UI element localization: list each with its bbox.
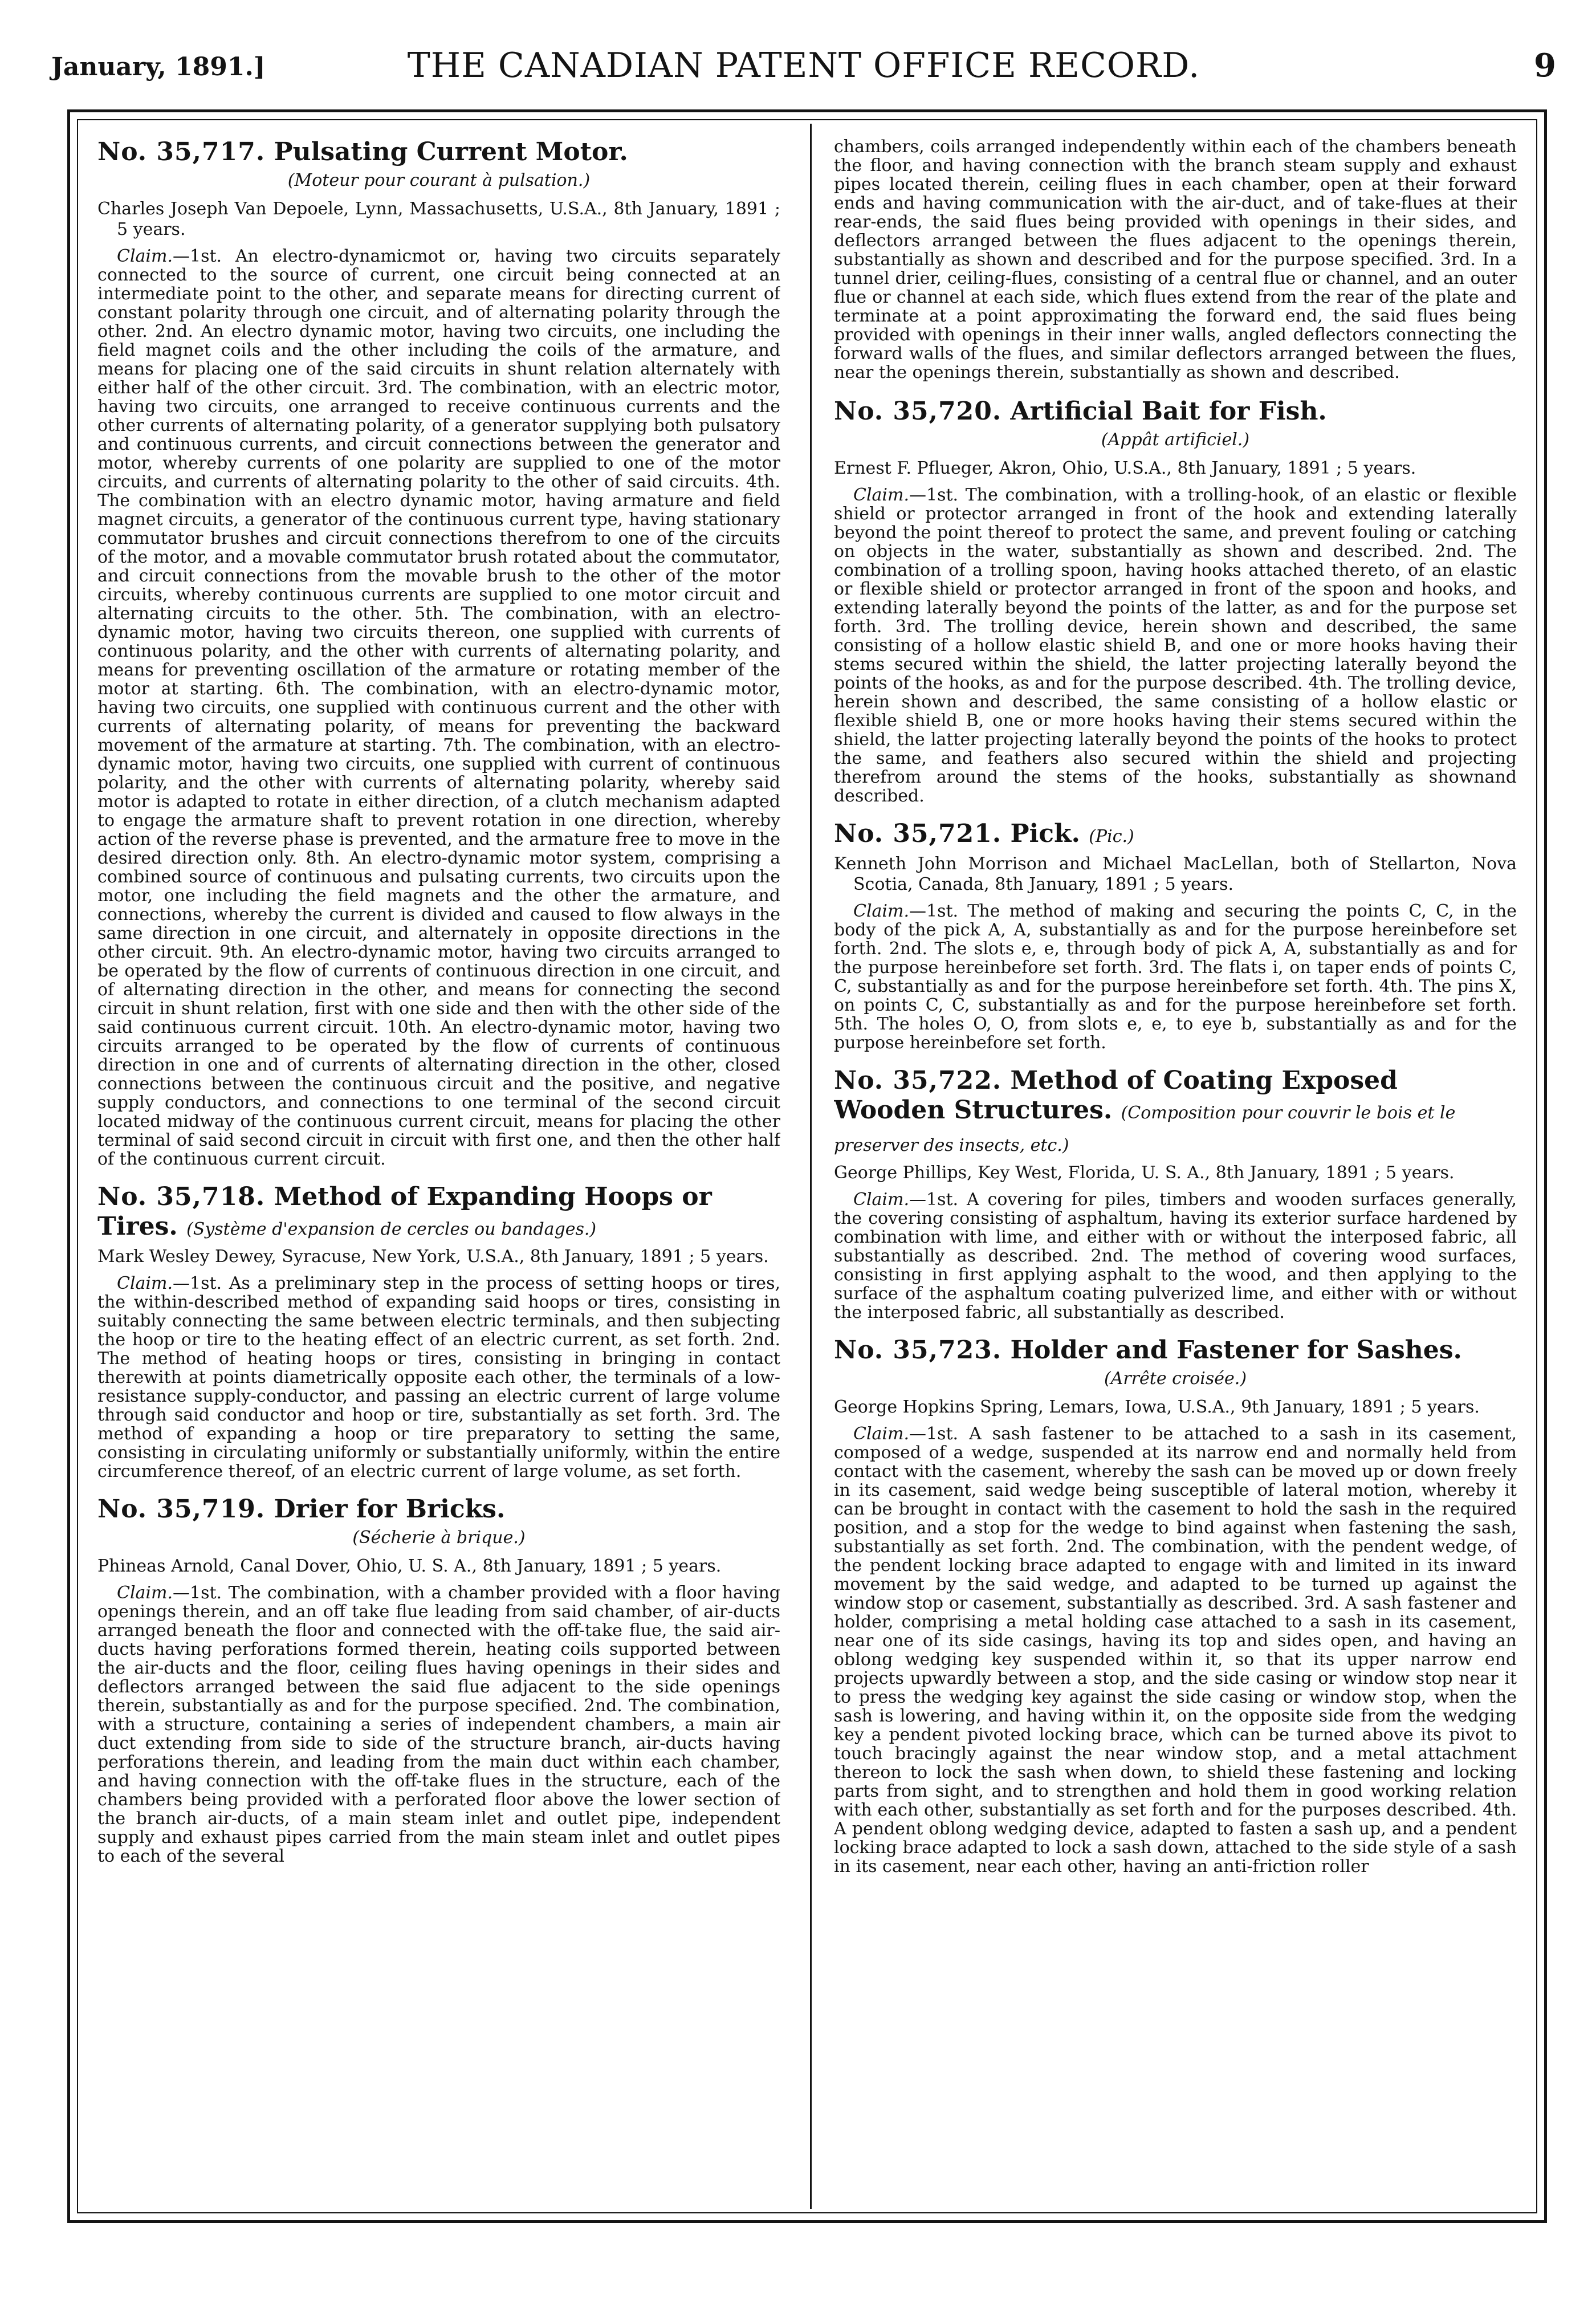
patent-entry (834, 397, 1517, 805)
patent-number: No. 35,723. (834, 1336, 1002, 1365)
right-column (834, 137, 1517, 2197)
patent-entry (834, 1066, 1517, 1322)
page-header (51, 40, 1556, 97)
claim-body: —1st. A covering for piles, timbers and wooden surfaces generally, the covering consisting of asphaltum, having its exterior surface hardened by combination with lime, and either with or without the interposed fabric, all substantially as described. 2nd. The method of covering wood surfaces, consisting in first applying asphalt to the wood, and then applying to the surface of the asphaltum coating pulverized lime, and either with or without the interposed fabric, all substantially as described. (834, 1190, 1517, 1322)
patent-entry (834, 819, 1517, 1052)
french-title: (Appât artificiel.) (1101, 430, 1250, 450)
patent-number: No. 35,721. (834, 819, 1002, 848)
issue-date: January, 1891.] (51, 52, 266, 82)
claim-body: —1st. An electro-dynamicmot or, having two circuits separately connected to the source of current, one circuit being connected at an intermediate point to the other, and separate means for directing current of constant polarity through one circuit, and of alternating polarity through the other. 2nd. An electro dynamic motor, having two circuits, one including the field magnet coils and the other including the coils of the armature, and means for placing one of the said circuits in shunt relation alternately with either half of the other circuit. 3rd. The combination, with an electric motor, having two circuits, one arranged to receive continuous currents and the other currents of alternating polarity, of a generator supplying both pulsatory and continuous currents, and circuit connections between the generator and motor, whereby currents of one polarity are supplied to one of the motor circuits, and currents of alternating polarity to the other of said circuits. 4th. The combination with an electro dynamic motor, having armature and field magnet circuits, a generator of the continuous current type, having stationary commutator brushes and circuit connections therefrom to one of the circuits of the motor, and a movable commutator brush rotated about the commutator, and circuit connections from the movable brush to the other of the motor circuits, whereby continuous currents are supplied to one motor circuit and alternating circuits to the other. 5th. The combination, with an electro-dynamic motor, having two circuits thereon, one supplied with currents of continuous polarity, and the other with currents of alternating polarity, and means for preventing oscillation of the armature or rotating member of the motor at starting. 6th. The combination, with an electro-dynamic motor, having two circuits, one supplied with continuous current and the other with currents of alternating polarity, of means for preventing the backward movement of the armature at starting. 7th. The combination, with an electro-dynamic motor, having two circuits, one supplied with current of continuous polarity, and the other with currents of alternating polarity, whereby said motor is adapted to rotate in either direction, of a clutch mechanism adapted to engage the armature shaft to prevent rotation in one direction, whereby action of the reverse phase is prevented, and the armature free to move in the desired direction only. 8th. An electro-dynamic motor system, comprising a combined source of continuous and pulsating currents, two circuits upon the motor, one including the field magnets and the other the armature, and connections, whereby the current is divided and caused to flow always in the same direction in one circuit, and alternately in opposite directions in the other circuit. 9th. An electro-dynamic motor, having two circuits arranged to be operated by the flow of currents of continuous direction in one circuit, and of alternating direction in the other, and means for connecting the second circuit in shunt relation, first with one side and then with the other side of the said continuous current circuit. 10th. An electro-dynamic motor, having two circuits arranged to be operated by the flow of currents of continuous direction in one and of currents of alternating direction in the other, closed connections between the continuous circuit and the positive, and negative supply conductors, and connections to one terminal of the second circuit located midway of the continuous current circuit, means for placing the other terminal of said second circuit in circuit with first one, and then the other half of the continuous current circuit. (97, 246, 780, 1169)
entry-heading (834, 1336, 1517, 1365)
claim-label: Claim. (117, 246, 173, 266)
patent-title: Artificial Bait for Fish. (1010, 397, 1327, 426)
claim-text (97, 1584, 780, 1866)
patent-title: Pick. (1010, 819, 1080, 848)
patent-title: Pulsating Current Motor. (274, 137, 628, 166)
inventor-line: Kenneth John Morrison and Michael MacLellan, both of Stellarton, Nova Scotia, Canada, 8th January, 1891 ; 5 years. (834, 854, 1517, 894)
page-number: 9 (1534, 47, 1556, 84)
entry-heading (834, 1066, 1517, 1161)
claim-text (97, 1274, 780, 1481)
entry-heading (97, 1182, 780, 1244)
claim-label: Claim. (117, 1273, 173, 1293)
entry-heading (834, 819, 1517, 852)
inventor-line: Phineas Arnold, Canal Dover, Ohio, U. S. A., 8th January, 1891 ; 5 years. (97, 1556, 722, 1576)
claim-text (834, 1190, 1517, 1322)
patent-title: Method of Coating Exposed Wooden Structures. (834, 1066, 1398, 1125)
claim-label: Claim. (853, 901, 910, 921)
claim-label: Claim. (853, 1424, 910, 1444)
inventor-line: Ernest F. Pflueger, Akron, Ohio, U.S.A., 8th January, 1891 ; 5 years. (834, 458, 1416, 478)
claim-label: Claim. (117, 1583, 173, 1603)
french-title: (Composition pour couvrir le bois et le preserver des insects, etc.) (834, 1103, 1456, 1155)
claim-body: —1st. The combination, with a trolling-hook, of an elastic or flexible shield or protector arranged in front of the hook and extending laterally beyond the point thereof to protect the same, and prevent fouling or catching on objects in the water, substantially as shown and described. 2nd. The combination of a trolling spoon, having hooks attached thereto, of an elastic or flexible shield or protector arranged in front of the spoon and hooks, and extending laterally beyond the points of the latter, as and for the purpose set forth. 3rd. The trolling device, herein shown and described, the same consisting of a hollow elastic shield B, and one or more hooks having their stems secured within the shield, the latter projecting laterally beyond the points of the hooks, as and for the purpose described. 4th. The trolling device, herein shown and described, the same consisting of a hollow elastic or flexible shield B, one or more hooks having their stems secured within the shield, the latter projecting laterally beyond the points of the hooks to protect the same, and feathers also secured within the shield and projecting therefrom around the stems of the hooks, substantially as shownand described. (834, 485, 1517, 806)
claim-text (834, 1424, 1517, 1876)
column-divider (810, 124, 812, 2209)
inventor-line: George Hopkins Spring, Lemars, Iowa, U.S.A., 9th January, 1891 ; 5 years. (834, 1397, 1480, 1417)
french-title: (Arrête croisée.) (1104, 1369, 1247, 1389)
inventor-line: Mark Wesley Dewey, Syracuse, New York, U.S.A., 8th January, 1891 ; 5 years. (97, 1247, 769, 1267)
page-frame (67, 109, 1547, 2223)
patent-number: No. 35,720. (834, 397, 1002, 426)
publication-title: THE CANADIAN PATENT OFFICE RECORD. (407, 46, 1200, 86)
inventor-line: George Phillips, Key West, Florida, U. S. A., 8th January, 1891 ; 5 years. (834, 1163, 1455, 1183)
claim-label: Claim. (853, 485, 910, 505)
french-title: (Sécherie à brique.) (352, 1528, 526, 1548)
french-title: (Pic.) (1089, 827, 1134, 846)
entry-heading (97, 1495, 780, 1524)
patent-number: No. 35,717. (97, 137, 266, 166)
french-title: (Système d'expansion de cercles ou bandages.) (186, 1219, 597, 1239)
patent-number: No. 35,719. (97, 1495, 266, 1524)
claim-text (834, 902, 1517, 1052)
patent-entry (834, 1336, 1517, 1876)
patent-number: No. 35,722. (834, 1066, 1002, 1095)
left-column (97, 137, 780, 2197)
patent-title: Method of Expanding Hoops or Tires. (97, 1182, 712, 1241)
claim-text (834, 486, 1517, 805)
claim-body: —1st. A sash fastener to be attached to a sash in its casement, composed of a wedge, suspended at its narrow end and normally held from contact with the casement, whereby the sash can be moved up or down freely in its casement, said wedge being susceptible of lateral motion, whereby it can be brought in contact with the casement to hold the sash in the required position, and a stop for the wedge to bind against when fastening the sash, substantially as set forth. 2nd. The combination, with the pendent wedge, of the pendent locking brace adapted to engage with and limited in its inward movement by the said wedge, and adapted to be turned up against the window stop or casement, substantially as described. 3rd. A sash fastener and holder, comprising a metal holding case attached to a sash in its casement, near one of its side casings, having its top and sides open, and having an oblong wedging key suspended within it, so that its upper narrow end projects upwardly between a stop, and the side casing or window stop near it to press the wedging key against the side casing or window stop, when the sash is lowering, and having within it, on the opposite side from the wedging key a pendent pivoted locking brace, which can be turned above its pivot to touch bracingly against the near window stop, and a metal attachment thereon to lock the sash when down, to shield these fastening and locking parts from sight, and to strengthen and hold them in good working relation with each other, substantially as set forth and for the purposes described. 4th. A pendent oblong wedging device, adapted to fasten a sash up, and a pendent locking brace adapted to lock a sash down, attached to the side style of a sash in its casement, near each other, having an anti-friction roller (834, 1424, 1517, 1877)
claim-label: Claim. (853, 1190, 910, 1210)
claim-body: —1st. The combination, with a chamber provided with a floor having openings therein, and an off take flue leading from said chamber, of air-ducts arranged beneath the floor and connected with the off-take flue, the said air-ducts having perforations formed therein, heating coils supported between the air-ducts and the floor, ceiling flues having openings in their sides and deflectors arranged between the said flue adjacent to the side openings therein, substantially as and for the purpose specified. 2nd. The combination, with a structure, containing a series of independent chambers, a main air duct extending from side to side of the structure branch, air-ducts having perforations therein, and leading from the main duct within each chamber, and having connection with the off-take flues in the structure, each of the chambers being provided with a perforated floor above the lower section of the branch air-ducts, of a main steam inlet and outlet pipe, independent supply and exhaust pipes carried from the main steam inlet and outlet pipes to each of the several (97, 1583, 780, 1866)
claim-body: —1st. As a preliminary step in the process of setting hoops or tires, the within-described method of expanding said hoops or tires, consisting in suitably connecting the same between electric terminals, and then subjecting the hoop or tire to the heating effect of an electric current, as set forth. 2nd. The method of heating hoops or tires, consisting in bringing in contact therewith at points diametrically opposite each other, the terminals of a low-resistance supply-conductor, and passing an electric current of large volume through said conductor and hoop or tire, substantially as set forth. 3rd. The method of expanding a hoop or tire preparatory to setting the same, consisting in circulating uniformly or substantially uniformly, within the entire circumference thereof, of an electric current of large volume, as set forth. (97, 1273, 780, 1481)
inventor-line: Charles Joseph Van Depoele, Lynn, Massachusetts, U.S.A., 8th January, 1891 ; 5 years. (97, 199, 780, 239)
patent-number: No. 35,718. (97, 1182, 266, 1211)
entry-heading (97, 137, 780, 167)
patent-title: Drier for Bricks. (274, 1495, 506, 1524)
entry-heading (834, 397, 1517, 426)
claim-body: —1st. The method of making and securing the points C, C, in the body of the pick A, A, substantially as and for the purpose hereinbefore set forth. 2nd. The slots e, e, through body of pick A, A, substantially as and for the purpose hereinbefore set forth. 3rd. The flats i, on taper ends of points C, C, substantially as and for the purpose hereinbefore set forth. 4th. The pins X, on points C, C, substantially as and for the purpose hereinbefore set forth. 5th. The holes O, O, from slots e, e, to eye b, substantially as and for the purpose hereinbefore set forth. (834, 901, 1517, 1053)
patent-title: Holder and Fastener for Sashes. (1010, 1336, 1462, 1365)
patent-entry (97, 137, 780, 1169)
patent-entry (97, 1182, 780, 1481)
french-title: (Moteur pour courant à pulsation.) (287, 170, 591, 190)
claim-text (97, 247, 780, 1169)
patent-entry (97, 1495, 780, 1866)
continued-claim-text: chambers, coils arranged independently within each of the chambers beneath the floor, and having connection with the branch steam supply and exhaust pipes located therein, ceiling flues in each chamber, open at their forward ends and having communication with the air-duct, and of take-flues at their rear-ends, the said flues being provided with openings in their sides, and deflectors arranged between the flues adjacent to the openings therein, substantially as shown and described and for the purpose specified. 3rd. In a tunnel drier, ceiling-flues, consisting of a central flue or channel, and an outer flue or channel at each side, which flues extend from the rear of the plate and terminate at a point approximating the forward end, the said flues being provided with openings in their inner walls, angled deflectors connecting the forward walls of the flues, and similar deflectors arranged between the flues, near the openings therein, substantially as shown and described. (834, 137, 1517, 382)
